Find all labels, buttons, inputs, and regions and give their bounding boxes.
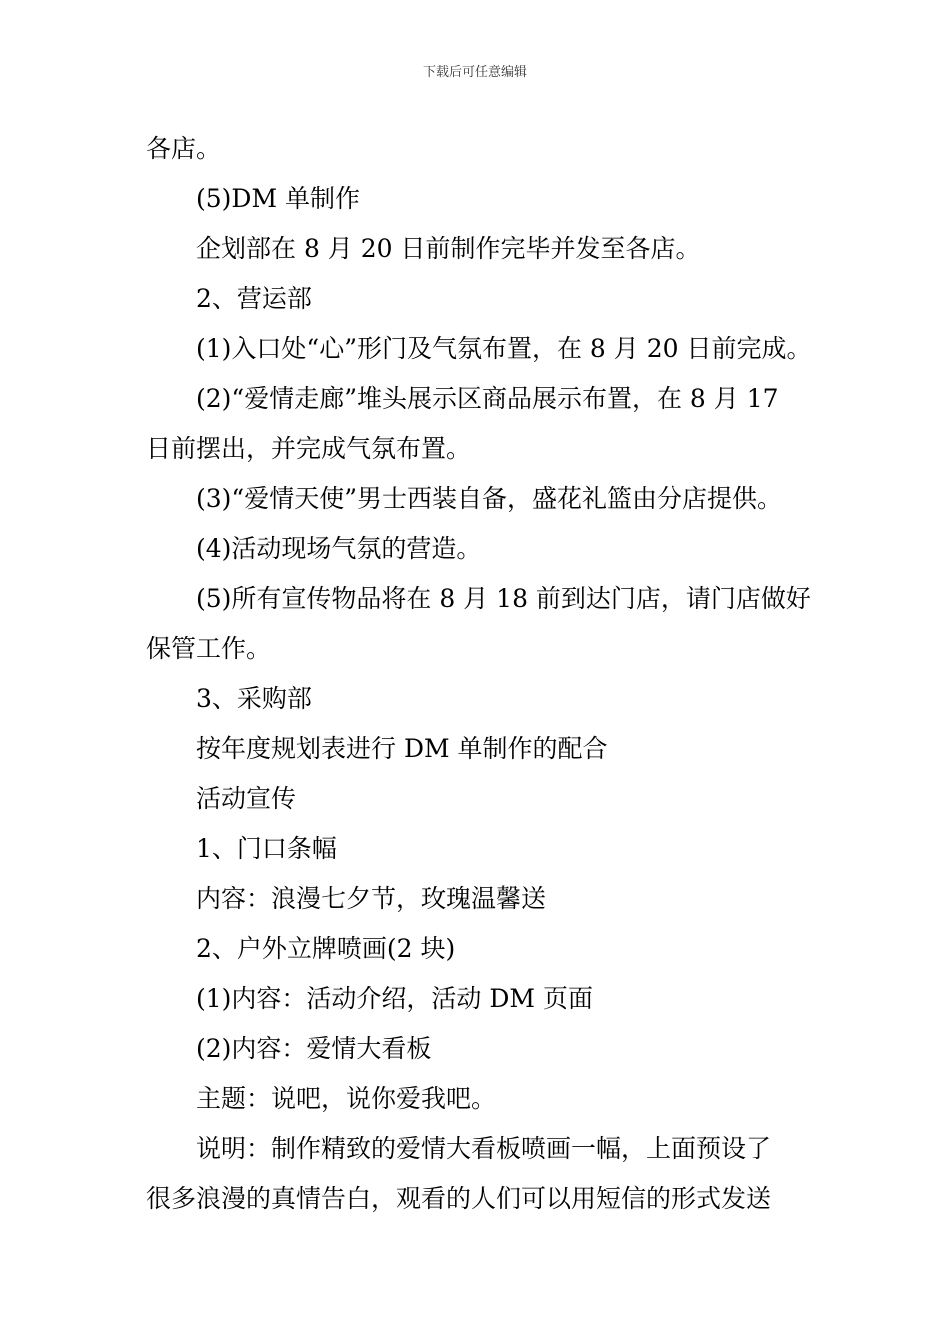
paragraph-line: (1)入口处“心”形门及气氛布置，在 8 月 20 日前完成。: [196, 334, 812, 363]
paragraph-line: (5)DM 单制作: [196, 184, 361, 213]
paragraph-line: 企划部在 8 月 20 日前制作完毕并发至各店。: [196, 234, 701, 263]
section-heading: 3、采购部: [196, 684, 312, 713]
paragraph-line: 主题：说吧，说你爱我吧。: [196, 1084, 497, 1113]
paragraph-line: (2)内容：爱情大看板: [196, 1034, 432, 1063]
section-heading: 2、营运部: [196, 284, 312, 313]
paragraph-line: 保管工作。: [146, 634, 272, 663]
paragraph-line: 说明：制作精致的爱情大看板喷画一幅，上面预设了: [196, 1134, 772, 1163]
paragraph-line: 各店。: [146, 134, 222, 163]
section-heading: 2、户外立牌喷画(2 块): [196, 934, 456, 963]
paragraph-line: (3)“爱情天使”男士西装自备，盛花礼篮由分店提供。: [196, 484, 782, 513]
document-body: [146, 124, 826, 1224]
paragraph-line: (2)“爱情走廊”堆头展示区商品展示布置，在 8 月 17: [196, 384, 779, 413]
paragraph-line: 按年度规划表进行 DM 单制作的配合: [196, 734, 608, 763]
section-heading: 1、门口条幅: [196, 834, 337, 863]
paragraph-line: (5)所有宣传物品将在 8 月 18 前到达门店，请门店做好: [196, 584, 811, 613]
paragraph-line: 很多浪漫的真情告白，观看的人们可以用短信的形式发送: [146, 1184, 772, 1213]
paragraph-line: (1)内容：活动介绍，活动 DM 页面: [196, 984, 593, 1013]
paragraph-line: 日前摆出，并完成气氛布置。: [146, 434, 472, 463]
paragraph-line: (4)活动现场气氛的营造。: [196, 534, 482, 563]
paragraph-line: 内容：浪漫七夕节，玫瑰温馨送: [196, 884, 547, 913]
section-heading: 活动宣传: [196, 784, 297, 813]
page-header: 下载后可任意编辑: [422, 65, 527, 80]
